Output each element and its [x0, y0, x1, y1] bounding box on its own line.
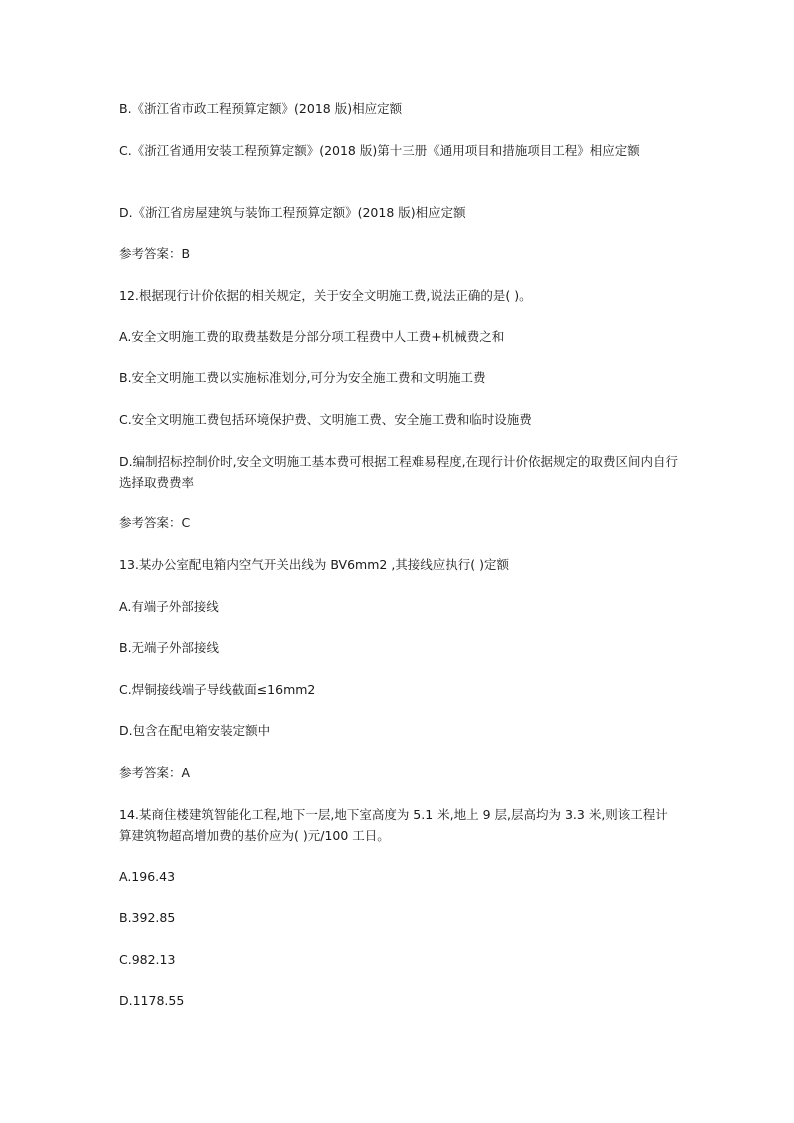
q12-answer: 参考答案：C [119, 515, 191, 530]
q12-option-b: B.安全文明施工费以实施标准划分,可分为安全施工费和文明施工费 [119, 370, 486, 385]
q13-option-c: C.焊铜接线端子导线截面≤16mm2 [119, 682, 316, 697]
q14-question: 14.某商住楼建筑智能化工程,地下一层,地下室高度为 5.1 米,地上 9 层,层高均为 3.3 米,则该工程计算建筑物超高增加费的基价应为( )元/100 工日。 [119, 807, 668, 843]
q14-option-a: A.196.43 [119, 869, 176, 884]
q12-option-a: A.安全文明施工费的取费基数是分部分项工程费中人工费+机械费之和 [119, 329, 505, 344]
q12-option-c: C.安全文明施工费包括环境保护费、文明施工费、安全施工费和临时设施费 [119, 412, 532, 427]
q13-question: 13.某办公室配电箱内空气开关出线为 BV6mm2 ,其接线应执行( )定额 [119, 557, 510, 572]
q13-answer: 参考答案：A [119, 765, 191, 780]
q14-option-b: B.392.85 [119, 910, 176, 925]
q11-option-b: B.《浙江省市政工程预算定额》(2018 版)相应定额 [119, 101, 403, 116]
q14-option-d: D.1178.55 [119, 993, 185, 1008]
q13-option-a: A.有端子外部接线 [119, 599, 219, 614]
q14-option-c: C.982.13 [119, 952, 176, 967]
q12-question: 12.根据现行计价依据的相关规定，关于安全文明施工费,说法正确的是( )。 [119, 288, 532, 303]
q11-answer: 参考答案：B [119, 246, 191, 261]
q11-option-d: D.《浙江省房屋建筑与装饰工程预算定额》(2018 版)相应定额 [119, 205, 466, 220]
q13-option-d: D.包含在配电箱安装定额中 [119, 723, 271, 738]
q12-option-d: D.编制招标控制价时,安全文明施工基本费可根据工程难易程度,在现行计价依据规定的取费区间内自行选择取费费率 [119, 454, 679, 490]
q13-option-b: B.无端子外部接线 [119, 640, 220, 655]
q11-option-c: C.《浙江省通用安装工程预算定额》(2018 版)第十三册《通用项目和措施项目工程》相应定额 [119, 143, 640, 158]
